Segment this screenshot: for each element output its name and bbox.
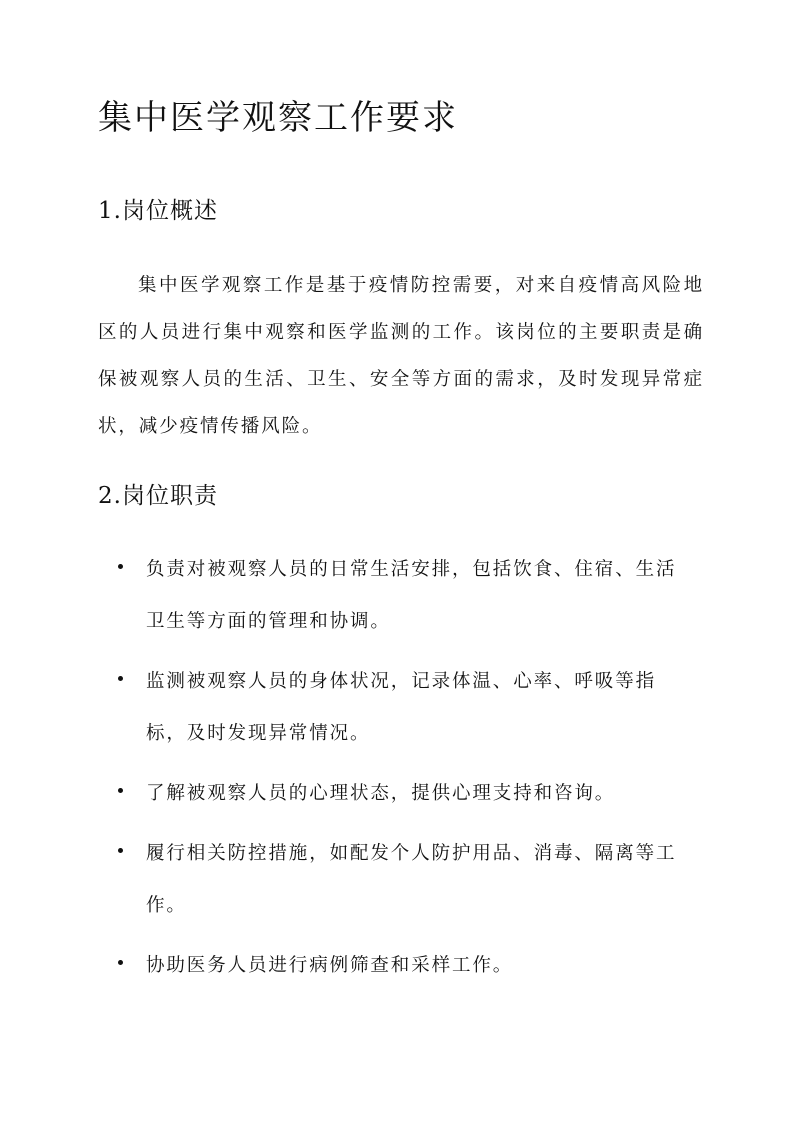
bullet-icon: [118, 676, 123, 681]
duty-text: 监测被观察人员的身体状况，记录体温、心率、呼吸等指标，及时发现异常情况。: [146, 671, 657, 744]
overview-paragraph: 集中医学观察工作是基于疫情防控需要，对来自疫情高风险地区的人员进行集中观察和医学监测的工作。该岗位的主要职责是确保被观察人员的生活、卫生、安全等方面的需求，及时发现异常症状，减少疫情传播风险。: [98, 275, 704, 437]
section-heading-overview: 1.岗位概述: [98, 198, 218, 224]
bullet-icon: [118, 788, 123, 793]
document-title: 集中医学观察工作要求: [98, 98, 458, 138]
bullet-icon: [118, 848, 123, 853]
bullet-icon: [118, 564, 123, 569]
duty-text: 协助医务人员进行病例筛查和采样工作。: [146, 955, 514, 976]
duty-text: 履行相关防控措施，如配发个人防护用品、消毒、隔离等工作。: [146, 843, 677, 916]
section-heading-duties: 2.岗位职责: [98, 483, 218, 509]
duty-text: 负责对被观察人员的日常生活安排，包括饮食、住宿、生活卫生等方面的管理和协调。: [146, 559, 677, 632]
bullet-icon: [118, 960, 123, 965]
duty-text: 了解被观察人员的心理状态，提供心理支持和咨询。: [146, 783, 616, 804]
